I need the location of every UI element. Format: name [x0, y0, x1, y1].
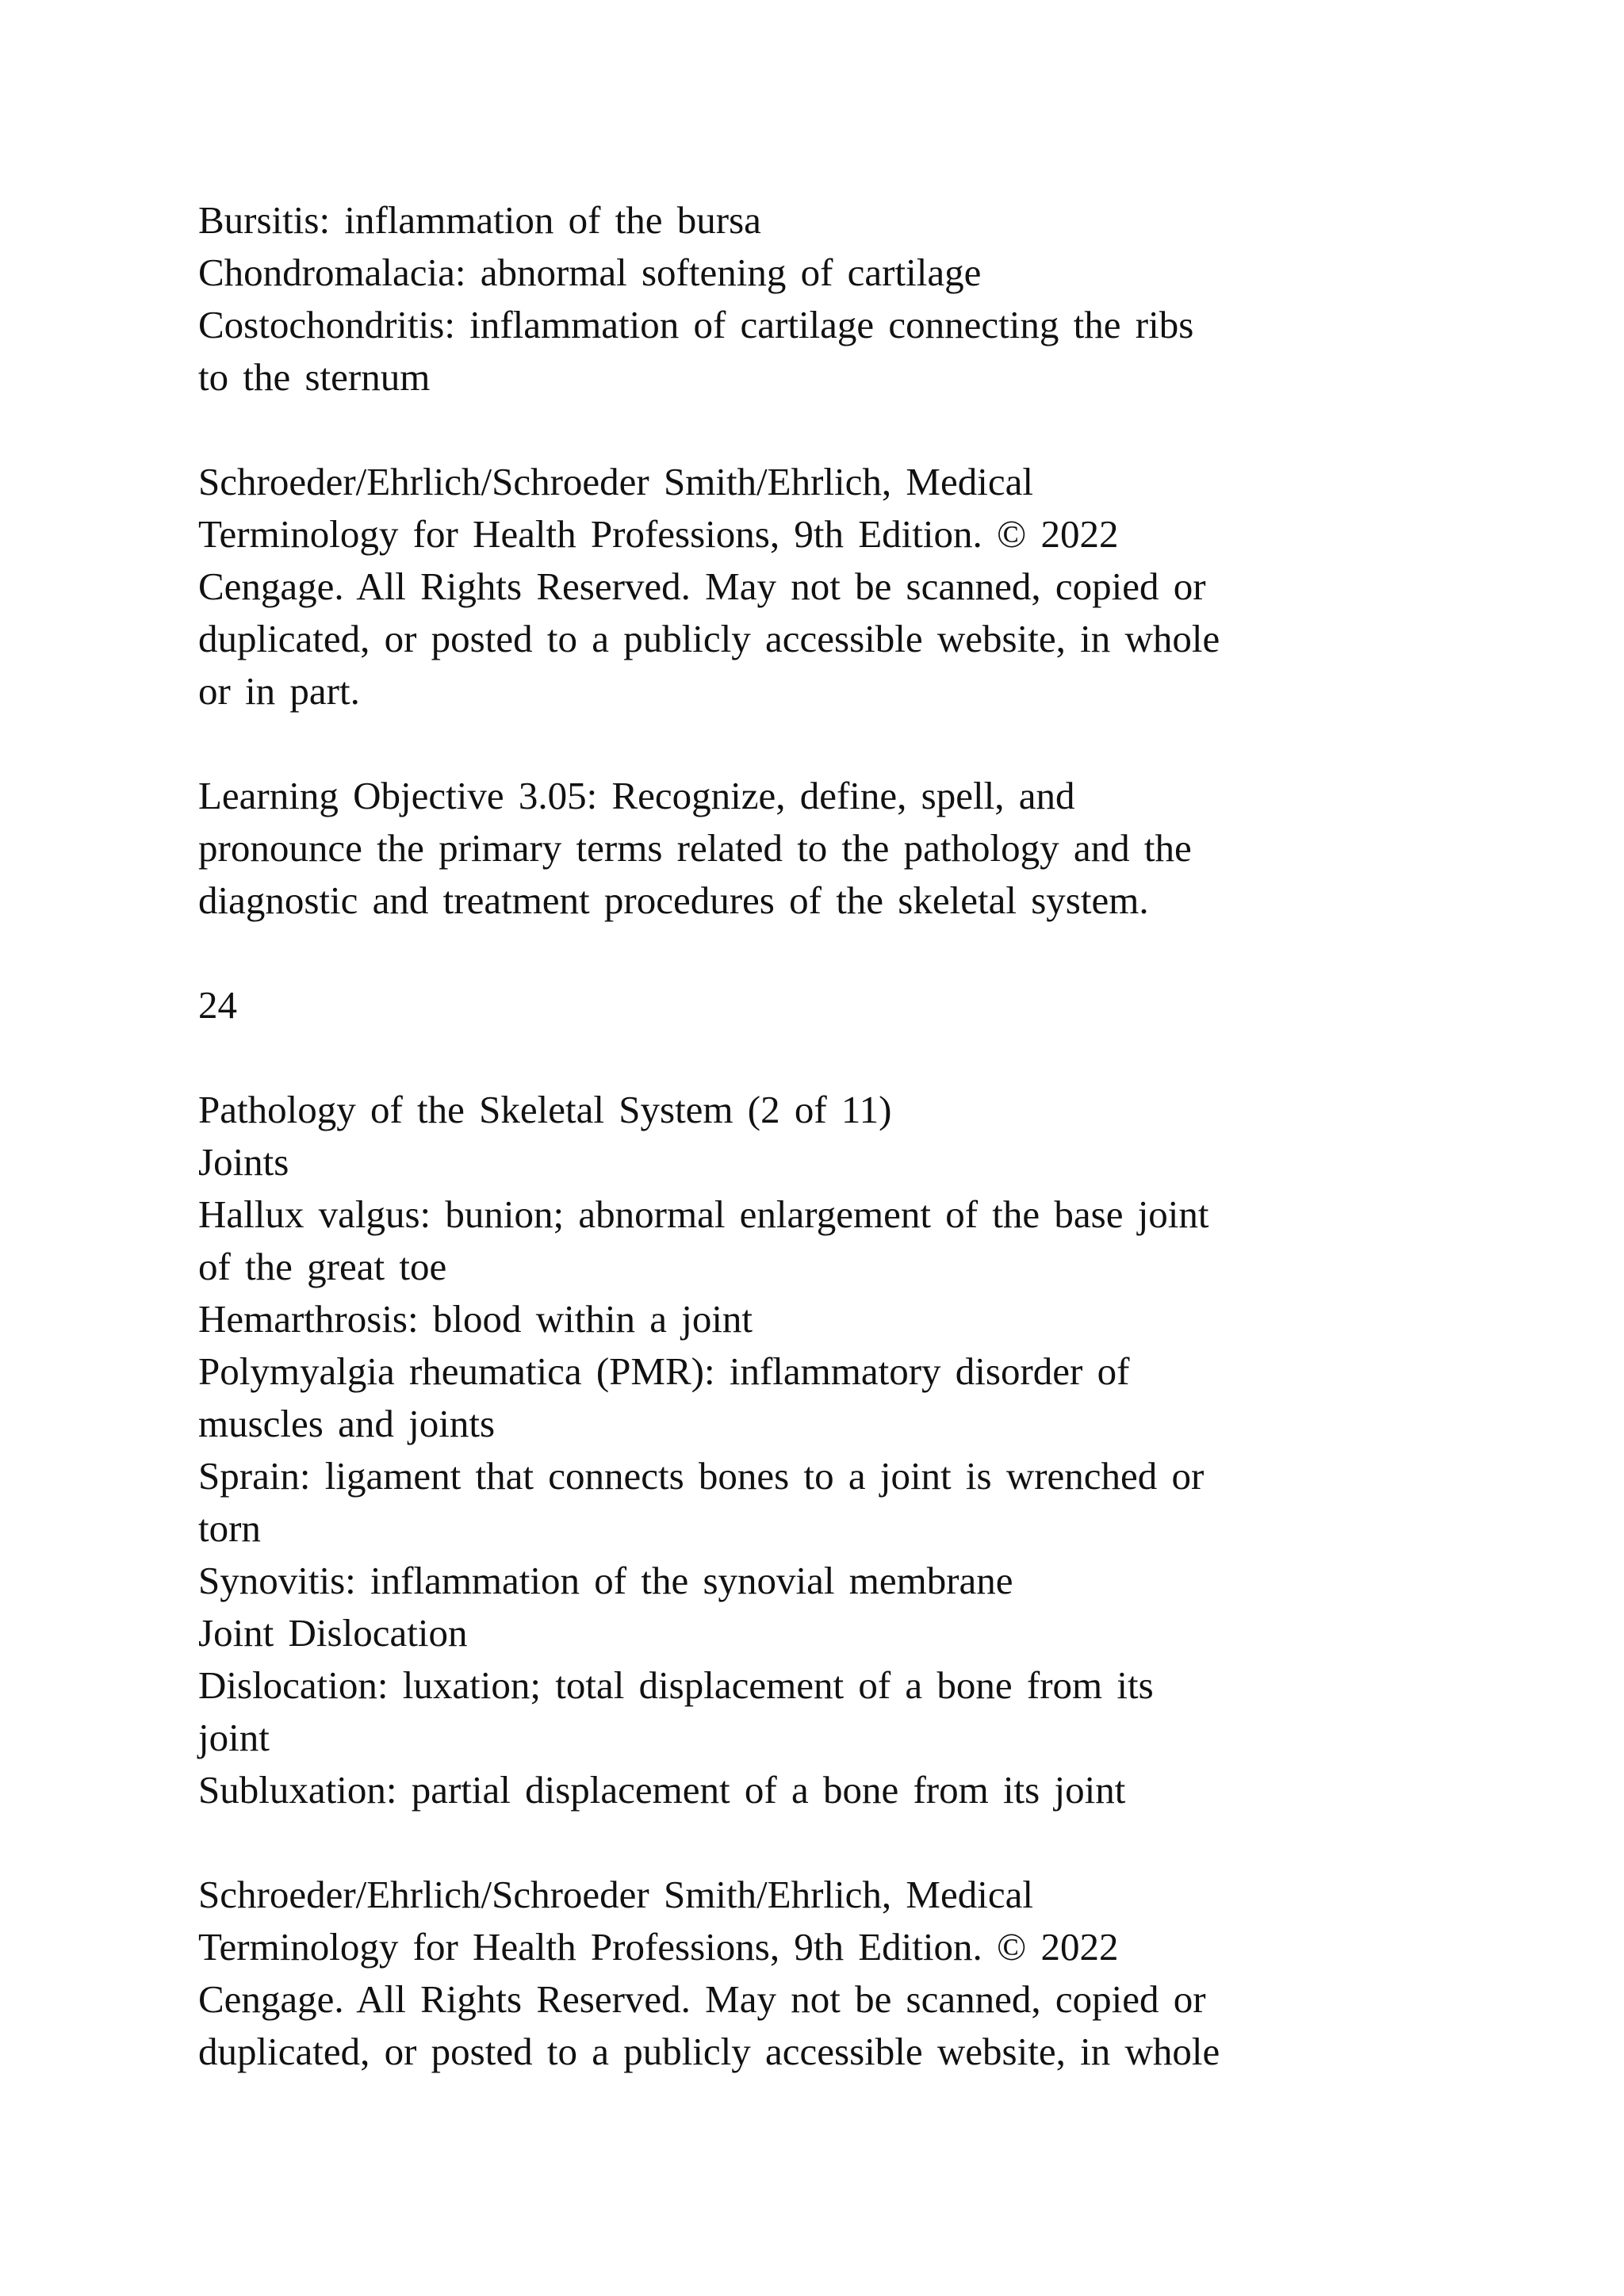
text-line: muscles and joints — [198, 1402, 496, 1445]
learning-objective-line: pronounce the primary terms related to the pathology and the — [198, 826, 1192, 870]
text-line: Subluxation: partial displacement of a bone from its joint — [198, 1768, 1126, 1812]
copyright-line: Cengage. All Rights Reserved. May not be scanned, copied or — [198, 1977, 1206, 2021]
copyright-line: duplicated, or posted to a publicly accessible website, in whole — [198, 617, 1220, 660]
text-line: Dislocation: luxation; total displacement of a bone from its — [198, 1663, 1154, 1707]
text-line: Sprain: ligament that connects bones to a joint is wrenched or — [198, 1454, 1205, 1498]
learning-objective-line: diagnostic and treatment procedures of the skeletal system. — [198, 878, 1149, 922]
text-line: Synovitis: inflammation of the synovial membrane — [198, 1559, 1013, 1602]
subheading: Joints — [198, 1140, 289, 1184]
text-line: Chondromalacia: abnormal softening of cartilage — [198, 251, 982, 294]
copyright-line: Terminology for Health Professions, 9th Edition. © 2022 — [198, 1925, 1119, 1969]
copyright-line: Schroeder/Ehrlich/Schroeder Smith/Ehrlich, Medical — [198, 460, 1033, 503]
text-line: joint — [198, 1716, 270, 1759]
text-line: Polymyalgia rheumatica (PMR): inflammatory disorder of — [198, 1349, 1130, 1393]
text-line: of the great toe — [198, 1245, 447, 1288]
blank-line — [198, 718, 1435, 770]
slide-number: 24 — [198, 983, 237, 1027]
blank-line — [198, 927, 1435, 979]
text-line: Hemarthrosis: blood within a joint — [198, 1297, 753, 1341]
text-line: Costochondritis: inflammation of cartilage connecting the ribs — [198, 303, 1194, 346]
text-line: Hallux valgus: bunion; abnormal enlargement of the base joint — [198, 1192, 1209, 1236]
copyright-line: or in part. — [198, 669, 360, 713]
text-line: to the sternum — [198, 355, 431, 399]
copyright-line: Cengage. All Rights Reserved. May not be scanned, copied or — [198, 564, 1206, 608]
blank-line — [198, 1816, 1435, 1869]
document-page — [198, 194, 1435, 2078]
text-line: Bursitis: inflammation of the bursa — [198, 198, 761, 242]
section-title: Pathology of the Skeletal System (2 of 11) — [198, 1088, 892, 1131]
learning-objective-line: Learning Objective 3.05: Recognize, define, spell, and — [198, 774, 1075, 817]
copyright-line: Schroeder/Ehrlich/Schroeder Smith/Ehrlich, Medical — [198, 1873, 1033, 1916]
text-line: torn — [198, 1506, 261, 1550]
blank-line — [198, 1031, 1435, 1084]
copyright-line: duplicated, or posted to a publicly accessible website, in whole — [198, 2030, 1220, 2073]
blank-line — [198, 404, 1435, 456]
subheading: Joint Dislocation — [198, 1611, 468, 1655]
copyright-line: Terminology for Health Professions, 9th Edition. © 2022 — [198, 512, 1119, 556]
